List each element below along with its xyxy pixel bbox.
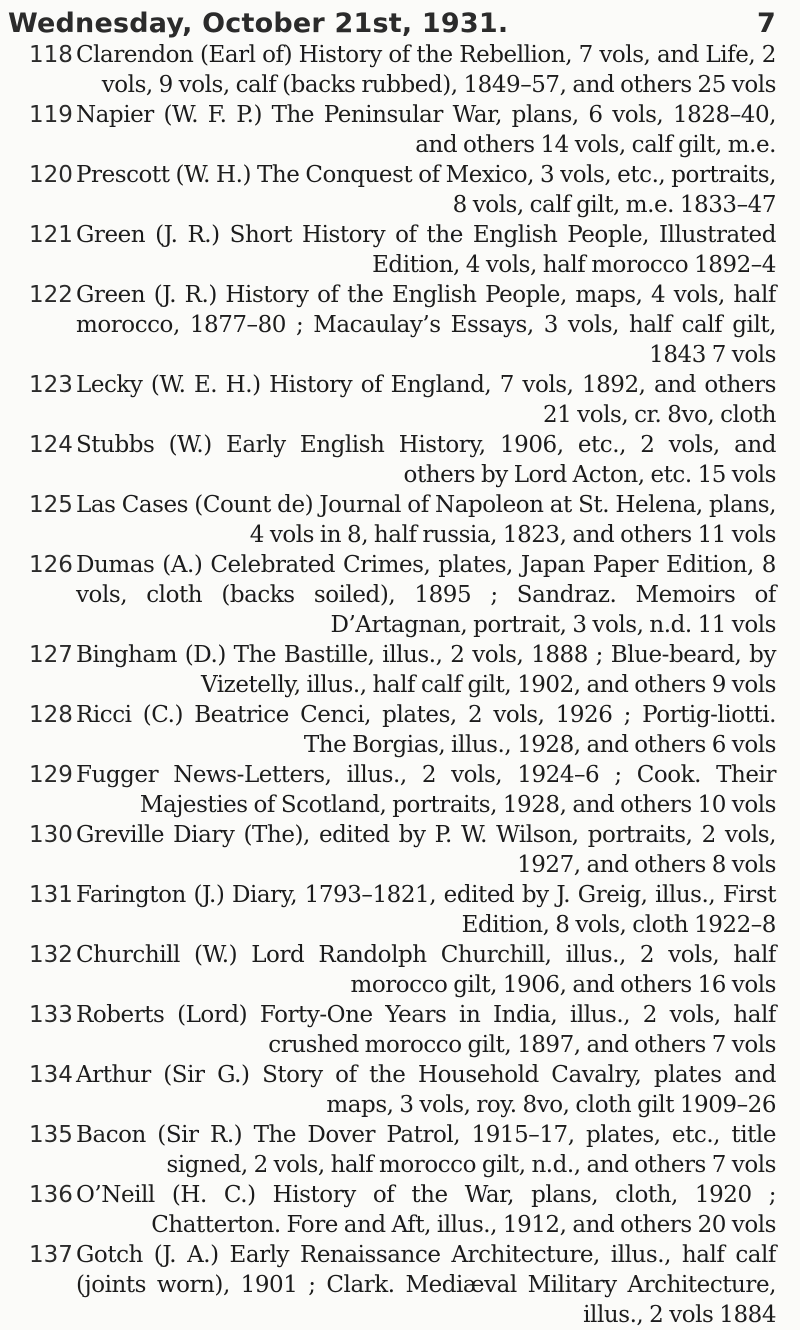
lot-number: 121 [29, 222, 73, 248]
lot-entry [0, 880, 800, 940]
lot-description: Las Cases (Count de) Journal of Napoleon at St. Helena, plans, 4 vols in 8, half russia, 1823, and others 11 vols [76, 492, 776, 548]
lot-description: O’Neill (H. C.) History of the War, plans, cloth, 1920 ; Chatterton. Fore and Aft, illus., 1912, and others 20 vols [76, 1182, 776, 1238]
lot-entry [0, 1120, 800, 1180]
lot-number: 122 [29, 282, 73, 308]
lot-entry [0, 40, 800, 100]
lot-description: Stubbs (W.) Early English History, 1906, etc., 2 vols, and others by Lord Acton, etc. 15 vols [76, 432, 776, 488]
lot-description: Farington (J.) Diary, 1793–1821, edited by J. Greig, illus., First Edition, 8 vols, cloth 1922–8 [76, 882, 776, 938]
sale-date: Wednesday, October 21st, 1931. [8, 8, 509, 39]
lot-entry [0, 100, 800, 160]
lot-number: 125 [29, 492, 73, 518]
lot-number: 129 [29, 762, 73, 788]
lot-list [0, 40, 800, 1330]
lot-description: Churchill (W.) Lord Randolph Churchill, illus., 2 vols, half morocco gilt, 1906, and others 16 vols [76, 942, 776, 998]
lot-description: Bingham (D.) The Bastille, illus., 2 vols, 1888 ; Blue-beard, by Vizetelly, illus., half calf gilt, 1902, and others 9 vols [76, 642, 776, 698]
lot-entry [0, 640, 800, 700]
lot-number: 135 [29, 1122, 73, 1148]
lot-description: Lecky (W. E. H.) History of England, 7 vols, 1892, and others 21 vols, cr. 8vo, cloth [76, 372, 776, 428]
lot-entry [0, 1180, 800, 1240]
lot-number: 137 [29, 1242, 73, 1268]
lot-entry [0, 220, 800, 280]
lot-description: Bacon (Sir R.) The Dover Patrol, 1915–17, plates, etc., title signed, 2 vols, half morocco gilt, n.d., and others 7 vols [76, 1122, 776, 1178]
lot-entry [0, 1060, 800, 1120]
lot-number: 130 [29, 822, 73, 848]
lot-number: 126 [29, 552, 73, 578]
lot-number: 128 [29, 702, 73, 728]
lot-entry [0, 550, 800, 640]
lot-number: 118 [29, 42, 73, 68]
lot-description: Ricci (C.) Beatrice Cenci, plates, 2 vols, 1926 ; Portig-liotti. The Borgias, illus., 1928, and others 6 vols [76, 702, 776, 758]
lot-number: 123 [29, 372, 73, 398]
lot-description: Greville Diary (The), edited by P. W. Wilson, portraits, 2 vols, 1927, and others 8 vols [76, 822, 776, 878]
lot-number: 120 [29, 162, 73, 188]
lot-number: 131 [29, 882, 73, 908]
lot-number: 132 [29, 942, 73, 968]
lot-number: 136 [29, 1182, 73, 1208]
lot-entry [0, 280, 800, 370]
lot-description: Green (J. R.) Short History of the English People, Illustrated Edition, 4 vols, half morocco 1892–4 [76, 222, 776, 278]
lot-entry [0, 370, 800, 430]
lot-description: Fugger News-Letters, illus., 2 vols, 1924–6 ; Cook. Their Majesties of Scotland, portraits, 1928, and others 10 vols [76, 762, 776, 818]
lot-description: Clarendon (Earl of) History of the Rebellion, 7 vols, and Life, 2 vols, 9 vols, calf (backs rubbed), 1849–57, and others 25 vols [76, 42, 776, 98]
lot-entry [0, 940, 800, 1000]
lot-entry [0, 700, 800, 760]
lot-description: Arthur (Sir G.) Story of the Household Cavalry, plates and maps, 3 vols, roy. 8vo, cloth gilt 1909–26 [76, 1062, 776, 1118]
lot-entry [0, 430, 800, 490]
lot-number: 134 [29, 1062, 73, 1088]
lot-entry [0, 1240, 800, 1330]
lot-number: 127 [29, 642, 73, 668]
lot-entry [0, 760, 800, 820]
lot-entry [0, 490, 800, 550]
lot-entry [0, 1000, 800, 1060]
lot-description: Green (J. R.) History of the English People, maps, 4 vols, half morocco, 1877–80 ; Macaulay’s Essays, 3 vols, half calf gilt, 1843 7 vols [76, 282, 776, 368]
lot-description: Napier (W. F. P.) The Peninsular War, plans, 6 vols, 1828–40, and others 14 vols, calf gilt, m.e. [76, 102, 776, 158]
lot-entry [0, 160, 800, 220]
lot-number: 119 [29, 102, 73, 128]
page-number: 7 [757, 8, 776, 39]
lot-description: Gotch (J. A.) Early Renaissance Architecture, illus., half calf (joints worn), 1901 ; Clark. Mediæval Military Architecture, illus., 2 vols 1884 [76, 1242, 776, 1328]
page-header [8, 8, 798, 38]
lot-number: 124 [29, 432, 73, 458]
lot-description: Dumas (A.) Celebrated Crimes, plates, Japan Paper Edition, 8 vols, cloth (backs soiled), 1895 ; Sandraz. Memoirs of D’Artagnan, portrait, 3 vols, n.d. 11 vols [76, 552, 776, 638]
lot-description: Roberts (Lord) Forty-One Years in India, illus., 2 vols, half crushed morocco gilt, 1897, and others 7 vols [76, 1002, 776, 1058]
lot-entry [0, 820, 800, 880]
lot-description: Prescott (W. H.) The Conquest of Mexico, 3 vols, etc., portraits, 8 vols, calf gilt, m.e. 1833–47 [76, 162, 776, 218]
lot-number: 133 [29, 1002, 73, 1028]
